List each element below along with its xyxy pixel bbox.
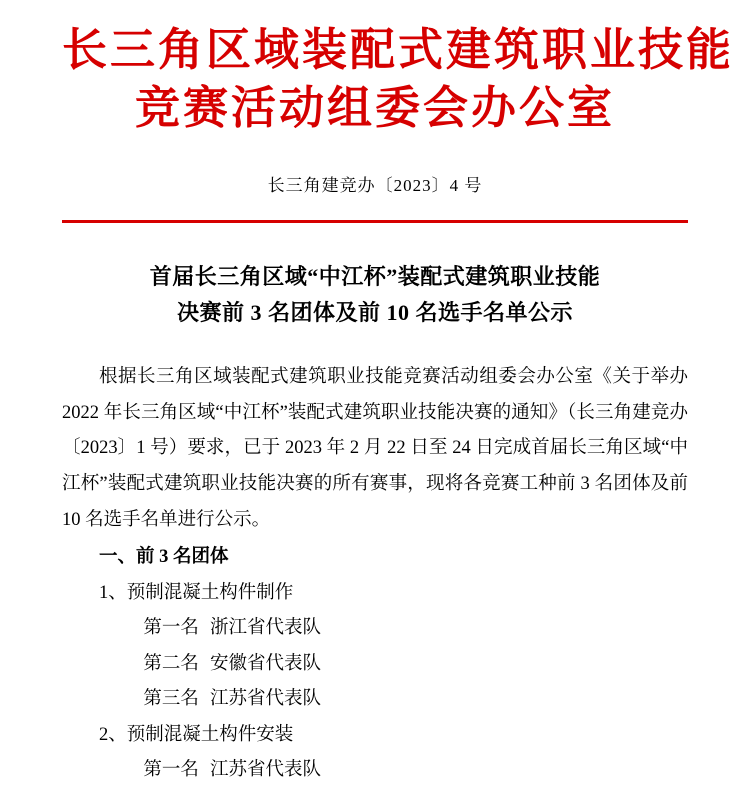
event-item-2 (62, 718, 688, 754)
rank-label: 第三名 (143, 689, 199, 710)
document-masthead (62, 0, 735, 137)
rank-team: 安徽省代表队 (210, 653, 322, 674)
body-paragraph-1: 根据长三角区域装配式建筑职业技能竞赛活动组委会办公室《关于举办 2022 年长三角区域“中江杯”装配式建筑职业技能决赛的通知》（长三角建竞办〔2023〕1 号）要求，已于 2023 年 2 月 22 日至 24 日完成首届长三角区域“中江杯”装配式建筑职业技能决赛的所有赛事，现将各竞赛工种前 3 名团体及前 10 名选手名单进行公示。 (62, 367, 688, 530)
page-title (62, 259, 688, 330)
document-number: 长三角建竞办〔2023〕4 号 (267, 176, 483, 196)
event-item-1 (62, 576, 688, 612)
event-name-2: 预制混凝土构件安装 (126, 724, 294, 745)
section-heading-1: 一、前 3 名团体 (99, 547, 229, 568)
event-index-2: 2、 (99, 724, 127, 745)
rank-team: 江苏省代表队 (210, 689, 322, 710)
document-body (62, 360, 688, 788)
masthead-line-2: 竞赛活动组委会办公室 (134, 82, 615, 133)
rank-row (62, 611, 688, 647)
rank-label: 第一名 (143, 760, 199, 781)
rank-team: 浙江省代表队 (210, 618, 322, 639)
red-divider-rule (62, 220, 688, 223)
rank-label: 第一名 (143, 618, 199, 639)
masthead-line-1: 长三角区域装配式建筑职业技能 (62, 25, 735, 75)
rank-label: 第二名 (143, 653, 199, 674)
rank-row (62, 647, 688, 683)
rank-row (62, 682, 688, 718)
page-title-line-1: 首届长三角区域“中江杯”装配式建筑职业技能 (149, 264, 601, 290)
event-index-1: 1、 (99, 582, 127, 603)
page-title-line-2: 决赛前 3 名团体及前 10 名选手名单公示 (176, 299, 573, 325)
rank-team: 江苏省代表队 (210, 760, 322, 781)
rank-row (62, 753, 688, 789)
event-name-1: 预制混凝土构件制作 (126, 582, 294, 603)
